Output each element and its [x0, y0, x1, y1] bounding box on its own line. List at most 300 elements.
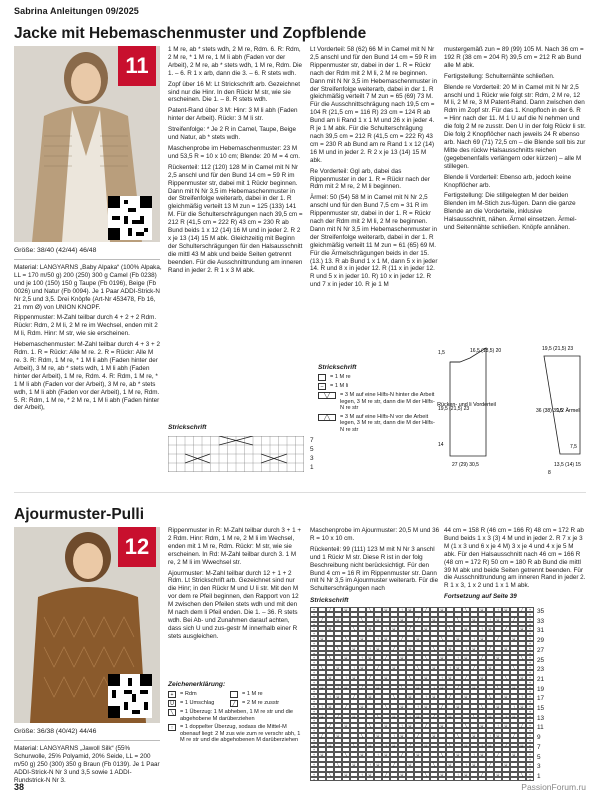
lace-chart-cell: +: [526, 651, 534, 656]
chart-row-number: 11: [537, 724, 544, 732]
lace-chart-cell: [494, 777, 502, 782]
legend-item: U = 1 Umschlag: [168, 700, 230, 707]
lace-chart-cell: +: [526, 655, 534, 660]
lace-chart-cell: ╱: [502, 626, 510, 631]
lace-chart-cell: ↑: [398, 723, 406, 728]
item1-sleeve-end: mustergemäß zun = 89 (99) 105 M. Nach 36 cm = 192 R (38 cm = 204 R) 39,5 cm = 212 R ab Bund alle M abk.: [444, 46, 584, 69]
lace-chart-cell: +: [526, 762, 534, 767]
lace-chart-cell: ╱: [446, 694, 454, 699]
lace-chart-cell: [470, 777, 478, 782]
lace-chart-cell: ╱: [390, 646, 398, 651]
lace-chart-cell: ╱: [318, 733, 326, 738]
lace-chart-cell: U: [494, 733, 502, 738]
lace-chart-cell: [486, 777, 494, 782]
lace-chart-cell: ↑: [438, 675, 446, 680]
lace-chart-cell: U: [358, 752, 366, 757]
lace-chart-cell: U: [470, 617, 478, 622]
lace-chart-cell: ╱: [414, 733, 422, 738]
lace-chart-cell: ╱: [406, 626, 414, 631]
lace-chart-cell: U: [422, 704, 430, 709]
lace-chart-cell: ↑: [366, 762, 374, 767]
lace-chart-cell: ╲: [374, 714, 382, 719]
chart-row-number: 5: [310, 446, 314, 453]
lace-chart-cell: U: [382, 752, 390, 757]
item1-title: Jacke mit Hebemaschenmuster und Zopfblende: [14, 25, 367, 42]
item1-schematic: [436, 336, 586, 486]
lace-chart-cell: U: [334, 617, 342, 622]
item1-column-1: [14, 264, 162, 415]
lace-chart-cell: ╲: [422, 772, 430, 777]
lace-chart-cell: [366, 777, 374, 782]
chart-row-number: 21: [537, 675, 545, 683]
lace-chart-cell: [422, 777, 430, 782]
lace-chart-cell: +: [310, 747, 318, 752]
lace-chart-cell: +: [310, 622, 318, 627]
lace-chart-cell: +: [310, 685, 318, 690]
lace-chart-cell: U: [478, 723, 486, 728]
lace-chart-cell: U: [430, 694, 438, 699]
item2-column-4: [444, 527, 586, 604]
lace-chart-cell: U: [318, 685, 326, 690]
lace-chart-cell: +: [310, 631, 318, 636]
lace-chart-cell: +: [310, 670, 318, 675]
lace-chart-cell: +: [310, 704, 318, 709]
lace-chart-cell: +: [310, 772, 318, 777]
lace-chart-cell: ╲: [462, 723, 470, 728]
lace-chart-cell: [502, 777, 510, 782]
lace-chart-cell: U: [510, 714, 518, 719]
lace-chart-cell: U: [494, 655, 502, 660]
lace-chart-cell: U: [422, 626, 430, 631]
lace-chart-cell: ↑: [350, 665, 358, 670]
lace-chart-cell: ╲: [350, 626, 358, 631]
lace-chart-cell: ↑: [502, 714, 510, 719]
lace-chart-cell: [518, 777, 526, 782]
schematic-label: 8: [548, 470, 551, 476]
lace-chart-cell: U: [334, 733, 342, 738]
item2-lace-chart: [310, 607, 551, 782]
lace-chart-cell: U: [486, 743, 494, 748]
lace-chart-cell: ↑: [382, 626, 390, 631]
item1-re-vorderteil: Re Vorderteil: Ggl arb, dabei das Rippenmuster in der 1. R = Rückr nach der Rdm mit 2 M re, 2 M li beginnen.: [310, 167, 430, 191]
lace-chart-cell: U: [462, 655, 470, 660]
item2-size: Größe: 36/38 (40/42) 44/46: [14, 728, 97, 735]
chart-row-number: 5: [537, 753, 541, 761]
lace-chart-cell: +: [310, 718, 318, 723]
lace-chart-cell: U: [318, 752, 326, 757]
lace-chart-cell: ╱: [358, 685, 366, 690]
lace-chart-cell: [342, 777, 350, 782]
lace-chart-cell: ↑: [462, 762, 470, 767]
lace-chart-cell: [382, 777, 390, 782]
lace-chart-cell: U: [318, 636, 326, 641]
item1-divider: [14, 259, 160, 260]
lace-chart-cell: +: [526, 709, 534, 714]
lace-chart-cell: ╲: [518, 772, 526, 777]
chart-row-number: 19: [537, 685, 545, 693]
chart-row-number: 3: [310, 455, 314, 462]
lace-chart-cell: +: [526, 617, 534, 622]
lace-chart-cell: +: [526, 622, 534, 627]
lace-chart-cell: U: [454, 636, 462, 641]
lace-chart-cell: U: [486, 626, 494, 631]
lace-chart-cell: U: [414, 685, 422, 690]
lace-chart-cell: ╲: [494, 685, 502, 690]
lace-chart-cell: ╱: [422, 607, 430, 612]
item1-rueckenteil: Rückenteil: 112 (120) 128 M in Camel mit N Nr 2,5 anschl und für den Bund 14 cm = 59 R im Rippenmuster str, dabei mit 1 Rückr beginnen. Dann mit N Nr 3,5 im Hebemaschenmuster in der Streifenfolge weiterarb, dabei in der 1. R gleichmäßig verteilt 13 M zun = 125 (133) 141 M. Für die Schulterschrägungen nach 39,5 cm = 212 R (41,5 cm = 222 R) 43 cm = 230 R ab Bund beids 1 x 12 (14) 16 M und in jeder 2. R 2 x je 13 (14) 15 M abk. Gleichzeitig mit Beginn der Schulterschrägungen für den Halsausschnitt die mittl 43 M abk und beide Seiten getrennt beenden. Für die Ausschnittrundung am inneren Rand in jeder 2. R 1 x 3 M abk.: [168, 163, 303, 274]
lace-chart-cell: ╱: [382, 772, 390, 777]
lace-chart-cell: +: [526, 767, 534, 772]
lace-chart-cell: ↑: [430, 685, 438, 690]
lace-chart-cell: ╱: [382, 655, 390, 660]
item2-rueckenteil: Rückenteil: 99 (111) 123 M mit N Nr 3 anschl und 1 Rückr M str. Diese R ist in der folg Beschreibung nicht berücksichtigt. Für den Bund 4 cm = 16 R im Rippenmuster str. Dann mit N Nr 3,5 im Ajourmuster weiterarb. Für die Schulterschrägungen nach: [310, 545, 439, 593]
lace-chart-cell: U: [478, 752, 486, 757]
item1-legend: [318, 364, 436, 436]
lace-chart-cell: U: [510, 752, 518, 757]
schematic-label: 19,5 (21,5) 23: [542, 346, 574, 352]
item1-material: Material: LANGYARNS „Baby Alpaka“ (100% Alpaka, LL = 170 m/50 g) 200 (250) 300 g Camel (Fb 0238) und je 100 (150) 150 g Taupe (Fb 0196), Beige (Fb 0026) und Natur (Fb 0094). Je 1 Paar ADDI-Strick-N Nr 2,5 und 3,5. Drei Knöpfe (Art-Nr 453478, Fb 16, 21 mm Ø) von UNION KNOPF.: [14, 264, 162, 311]
item1-li-vorderteil: Lt Vorderteil: 58 (62) 66 M in Camel mit N Nr 2,5 anschl und für den Bund 14 cm = 59 R im Rippenmuster str, dabei in der 1. R = Rückr nach der Rdm mit 2 M li, 2 M re beginnen. Dann mit N Nr 3,5 im Hebemaschenmuster in der Streifenfolge weiterarb, dabei in der 1. R gleichmäßig verteilt 7 M zun = 65 (69) 73 M. Für die Ausschnittschrägung nach 19,5 cm = 104 R (21,5 cm = 116 R) 23 cm = 124 R ab Bund am li Rand 1 x 1 M und 26 x in jeder 4. R je 1 M abk. Für die Schulterschrägung nach 39,5 cm = 212 R (41,5 cm = 222 R) 43 cm = 230 R ab Bund am re Rand 1 x 12 (14) 16 M und in jeder 2. R 2 x je 13 (14) 15 M abk.: [310, 46, 438, 164]
lace-chart-cell: ╱: [502, 743, 510, 748]
lace-chart-cell: ↑: [334, 685, 342, 690]
lace-chart-cell: +: [310, 762, 318, 767]
lace-chart-cell: [334, 777, 342, 782]
lace-chart-cell: U: [518, 743, 526, 748]
lace-chart-row: [310, 777, 534, 782]
lace-chart-cell: +: [526, 660, 534, 665]
lace-chart-cell: ╱: [470, 665, 478, 670]
item2-maschenprobe: Maschenprobe im Ajourmuster: 20,5 M und 36 R = 10 x 10 cm.: [310, 527, 440, 542]
item2-material: Material: LANGYARNS „Jawoll Silk“ (55% Schurwolle, 25% Polyamid, 20% Seide, LL = 200 m/50 g) 250 (300) 350 g Braun (Fb 0139). Je 1 Paar ADDI-Strick-N Nr 3 und 3,5 sowie 1 ADDI-Rundstrick-N Nr 3.: [14, 745, 160, 784]
lace-chart-cell: +: [526, 607, 534, 612]
item1-blende-re: Blende re Vorderteil: 20 M in Camel mit N Nr 2,5 anschl und 1 Rückr wie folgt str: Rdm, 2 M re, 12 M li, 2 M re, 3 M Patent-Rand. Dann zwischen den Rdm im Zopf str. Für das 1. Knopfloch in der 6. R = Hinr nach der 11. M 1 U auf die N nehmen und die folg 2 M re zusstr. Den U in der folg Rückr li str. Die folg 2 Knopflöcher nach jeweils 24 R ebenso arb. Nach 69 (71) 72,5 cm – die Blende soll bis zur Mitte des rückw Halsausschnitts reichen (gegebenenfalls verlängern oder kürzen) – alle M stillegen.: [444, 83, 586, 170]
legend-item: = 1 M re: [230, 691, 263, 698]
lace-chart-cell: U: [398, 704, 406, 709]
item1-cable-chart-grid: [168, 436, 304, 472]
item1-qr-code[interactable]: [108, 196, 152, 240]
lace-chart-cell: U: [358, 665, 366, 670]
lace-chart-cell: +: [526, 728, 534, 733]
chart-row-number: 29: [537, 637, 545, 645]
lace-chart-cell: +: [310, 728, 318, 733]
lace-chart-cell: [390, 777, 398, 782]
lace-chart-cell: ╱: [438, 704, 446, 709]
lace-chart-cell: U: [502, 723, 510, 728]
lace-chart-cell: ╱: [478, 772, 486, 777]
lace-chart-cell: +: [310, 617, 318, 622]
lace-chart-cell: ╲: [398, 685, 406, 690]
lace-chart-cell: U: [438, 655, 446, 660]
item1-hebemaschenmuster: Hebemaschenmuster: M-Zahl teilbar durch 4 + 3 + 2 Rdm. 1. R = Rückr: Alle M re. 2. R = Rückr: Alle M re. 3. R: Rdm, 1 M re, * 1 M li abh (Faden hinter der Arbeit), 3 M re, ab * stets wdh, 1 M li abh (Faden hinter der Arbeit), 1 M re, Rdm. 4. R: Rdm, 1 M re, * 1 M li abh (Faden vor der Arbeit), 3 M re, ab * stets wdh, 1 M li abh (Faden vor der Arbeit), 1 M re, Rdm. 5. R: Rdm, 1 M re, * 2 M re, 1 M li abh (Faden hinter der Arbeit),: [14, 341, 160, 412]
item2-legend: [168, 681, 302, 746]
lace-chart-cell: U: [422, 743, 430, 748]
lace-chart-cell: ╲: [486, 694, 494, 699]
lace-chart-cell: ╱: [486, 762, 494, 767]
lace-chart-cell: ↑: [358, 772, 366, 777]
lace-chart-cell: U: [454, 704, 462, 709]
lace-chart-cell: +: [310, 607, 318, 612]
lace-chart-cell: ↑: [366, 646, 374, 651]
item2-lace-chart-grid: [310, 607, 534, 782]
lace-chart-cell: U: [494, 772, 502, 777]
chart-row-number: 3: [537, 763, 541, 771]
chart-row-number: 23: [537, 666, 545, 674]
lace-chart-cell: [414, 777, 422, 782]
item1-column-2: [168, 46, 304, 277]
lace-chart-cell: +: [310, 680, 318, 685]
lace-chart-cell: U: [326, 626, 334, 631]
lace-chart-cell: +: [310, 699, 318, 704]
lace-chart-cell: +: [310, 752, 318, 757]
lace-chart-cell: ↑: [470, 752, 478, 757]
lace-chart-cell: U: [438, 685, 446, 690]
chart-row-number: 15: [537, 705, 545, 713]
lace-chart-cell: U: [446, 675, 454, 680]
lace-chart-cell: U: [486, 714, 494, 719]
lace-chart-cell: ╲: [358, 733, 366, 738]
lace-chart-cell: ╲: [446, 743, 454, 748]
chart-row-number: 35: [537, 608, 545, 615]
lace-chart-cell: ╲: [430, 646, 438, 651]
legend-item: ╲ = 1 Überzug: 1 M abheben, 1 M re str und die abgehobene M darüberziehen: [168, 709, 302, 722]
lace-chart-cell: ↑: [318, 704, 326, 709]
lace-chart-cell: U: [350, 762, 358, 767]
lace-chart-cell: +: [526, 699, 534, 704]
lace-chart-cell: +: [526, 675, 534, 680]
lace-chart-cell: +: [526, 612, 534, 617]
lace-chart-cell: ╲: [358, 617, 366, 622]
lace-chart-cell: U: [406, 723, 414, 728]
lace-chart-cell: U: [502, 762, 510, 767]
chart-row-number: 31: [537, 627, 545, 635]
lace-chart-cell: ╱: [334, 714, 342, 719]
lace-chart-cell: U: [502, 607, 510, 612]
chart-row-number: 9: [537, 734, 541, 742]
lace-chart-cell: +: [310, 655, 318, 660]
lace-chart-cell: ╱: [318, 617, 326, 622]
item1-cable-chart: [168, 436, 324, 472]
lace-chart-cell: ╲: [414, 665, 422, 670]
lace-chart-cell: +: [526, 689, 534, 694]
lace-chart-cell: [326, 777, 334, 782]
lace-chart-cell: U: [462, 772, 470, 777]
lace-chart-cell: U: [358, 636, 366, 641]
footer-watermark: PassionForum.ru: [521, 782, 586, 792]
lace-chart-cell: U: [470, 733, 478, 738]
item1-fertig-1: Fertigstellung: Schulternähte schließen.: [444, 72, 555, 80]
lace-chart-cell: +: [526, 685, 534, 690]
item1-pattern-continued: 1 M re, ab * stets wdh, 2 M re, Rdm. 6. R: Rdm, 2 M re, * 1 M re, 1 M li abh (Faden vor der Arbeit), 2 M re, ab * stets wdh, 1 M re, Rdm. Die 1. – 6. R 1 x arb, dann die 3. – 6. R stets wdh.: [168, 46, 303, 77]
lace-chart-cell: U: [454, 752, 462, 757]
lace-chart-cell: +: [310, 651, 318, 656]
lace-chart-cell: U: [494, 704, 502, 709]
lace-chart-cell: ╲: [438, 636, 446, 641]
section-divider: [14, 492, 586, 493]
chart-row-number: 17: [537, 695, 545, 703]
lace-chart-cell: ╲: [438, 752, 446, 757]
lace-chart-cell: U: [358, 704, 366, 709]
item1-chart-title: Strickschrift: [168, 424, 207, 431]
lace-chart-cell: U: [382, 723, 390, 728]
lace-chart-cell: U: [390, 665, 398, 670]
lace-chart-cell: U: [374, 685, 382, 690]
lace-chart-cell: ↑: [486, 617, 494, 622]
item1-blende-li: Blende li Vorderteil: Ebenso arb, jedoch keine Knopflöcher arb.: [444, 173, 572, 189]
lace-chart-cell: U: [414, 714, 422, 719]
lace-chart-cell: +: [310, 767, 318, 772]
lace-chart-cell: U: [406, 646, 414, 651]
lace-chart-cell: ╱: [518, 607, 526, 612]
lace-chart-cell: U: [366, 626, 374, 631]
item2-ajourmuster: Ajourmuster: M-Zahl teilbar durch 12 + 1 + 2 Rdm. Lt Strickschrift arb. Gezeichnet sind nur die Hinr; in den Rückr M und U li str. Mit den M vor dem re Pfeil beginnen, den Rapport von 12 M zwischen den Pfeilen stets wdh und mit den M nach dem li Pfeil enden. Die 1. – 36. R stets wdh. Bei Ab- und Zunahmen darauf achten, dass sich U und zus-gestr M innerhalb einer R stets ausgleichen.: [168, 569, 299, 640]
schematic-label: 36 (38) 39,5: [536, 408, 563, 414]
lace-chart-cell: +: [526, 757, 534, 762]
lace-chart-cell: U: [430, 733, 438, 738]
lace-chart-cell: ╱: [518, 723, 526, 728]
lace-chart-cell: +: [310, 675, 318, 680]
lace-chart-cell: U: [342, 723, 350, 728]
edge-stitch-symbol: +: [168, 691, 176, 698]
lace-chart-cell: U: [462, 626, 470, 631]
item1-zopf: Zopf über 16 M: Lt Strickschrift arb. Gezeichnet sind nur die Hinr. In den Rückr M str, wie sie erscheinen. Die 1. – 8. R stets wdh.: [168, 80, 300, 104]
lace-chart-cell: ↑: [494, 723, 502, 728]
item2-chart-row-numbers: [534, 607, 551, 782]
lace-chart-cell: U: [350, 714, 358, 719]
magazine-header: Sabrina Anleitungen 09/2025: [14, 6, 139, 16]
lace-chart-cell: U: [326, 743, 334, 748]
item1-aermel: Ärmel: 50 (54) 58 M in Camel mit N Nr 2,5 anschl und für den Bund 7,5 cm = 31 R im Rippenmuster str, dabei in der 1. R = Rückr nach der Rdm mit 2 M li, 2 M re beginnen. Dann mit N Nr 3,5 im Hebemaschenmuster in der Streifenfolge weiterarb, dabei in der 1. R gleichmäßig verteilt 11 M zun = 61 (65) 69 M. Für die Ärmelschrägungen beids in der 15. (13.) 13. R ab Bund 1 x 1 M, dann 5 x in jeder 14. R und 8 x in jeder 12. R (11 x in jeder 12. R und 5 x in jeder 10. R) 10 x in jeder 12. R und 7 x in jeder 10. R je 1 M: [310, 194, 438, 289]
lace-chart-cell: U: [374, 762, 382, 767]
item1-rippenmuster: Rippenmuster: M-Zahl teilbar durch 4 + 2 + 2 Rdm. Rückr: Rdm, 2 M li, 2 M re im Wechsel, enden mit 2 M li, Rdm. Hinr: M str, wie sie erscheinen.: [14, 314, 158, 338]
chart-row-number: 7: [537, 743, 541, 751]
lace-chart-cell: U: [334, 694, 342, 699]
lace-chart-cell: ↑: [406, 714, 414, 719]
lace-chart-cell: ╲: [406, 675, 414, 680]
lace-chart-cell: U: [518, 675, 526, 680]
lace-chart-cell: +: [526, 631, 534, 636]
lace-chart-cell: +: [526, 733, 534, 738]
lace-chart-cell: ╱: [462, 675, 470, 680]
lace-chart-cell: ╲: [454, 617, 462, 622]
lace-chart-cell: ╱: [422, 723, 430, 728]
lace-chart-cell: U: [382, 675, 390, 680]
lace-chart-cell: U: [342, 655, 350, 660]
lace-chart-cell: ╱: [494, 636, 502, 641]
lace-chart-cell: ╲: [422, 655, 430, 660]
chart-row-number: 13: [537, 714, 545, 722]
lace-chart-cell: U: [438, 772, 446, 777]
lace-chart-cell: [462, 777, 470, 782]
lace-chart-cell: U: [366, 694, 374, 699]
legend-item: = 1 M re: [318, 374, 436, 381]
schematic-vorderteil-label: Rücken- und li Vorderteil: [437, 402, 496, 408]
lace-chart-cell: +: [310, 626, 318, 631]
item2-continued-note: Fortsetzung auf Seite 39: [444, 593, 517, 601]
lace-chart-cell: ↑: [478, 743, 486, 748]
legend-item: – = 1 M li: [318, 383, 436, 390]
lace-chart-cell: U: [366, 743, 374, 748]
lace-chart-cell: ╲: [454, 733, 462, 738]
purl-symbol: –: [318, 383, 326, 390]
lace-chart-cell: ╲: [518, 655, 526, 660]
yarn-over-symbol: U: [168, 700, 176, 707]
lace-chart-cell: [406, 777, 414, 782]
lace-chart-cell: ↑: [374, 752, 382, 757]
lace-chart-cell: [446, 777, 454, 782]
lace-chart-cell: +: [310, 757, 318, 762]
schematic-label: 16,5 (18,5) 20: [470, 348, 502, 354]
legend-item: ↑ = 1 doppelter Überzug, sodass die Mittel-M obenauf liegt: 2 M zus wie zum re verschr abh, 1 M re str und die abgehobenen M darüberziehen: [168, 724, 302, 744]
item2-legend-title: Zeichenerklärung:: [168, 681, 226, 688]
legend-item: ╱╲ = 3 M auf eine Hilfs-N vor die Arbeit legen, 3 M re str, dann die M der Hilfs-N re str: [318, 414, 436, 434]
lace-chart-cell: U: [494, 617, 502, 622]
lace-chart-cell: ╱: [350, 694, 358, 699]
lace-chart-cell: ╲: [342, 752, 350, 757]
lace-chart-cell: ↑: [390, 733, 398, 738]
lace-chart-cell: ╱: [390, 762, 398, 767]
lace-chart-cell: +: [526, 752, 534, 757]
lace-chart-cell: ╲: [462, 607, 470, 612]
lace-chart-cell: ╲: [350, 743, 358, 748]
lace-chart-cell: U: [470, 646, 478, 651]
lace-chart-cell: +: [310, 646, 318, 651]
lace-chart-cell: ╲: [446, 626, 454, 631]
item1-column-3: [310, 46, 438, 292]
lace-chart-cell: ╲: [318, 665, 326, 670]
item2-qr-code[interactable]: [108, 674, 152, 718]
chart-row-number: 25: [537, 656, 545, 664]
item2-column-3: [310, 527, 440, 596]
lace-chart-cell: ↑: [470, 636, 478, 641]
lace-chart-cell: +: [310, 689, 318, 694]
item1-fertigstellung: Fertigstellung: Die stillgelegten M der beiden Blenden im M-Stich zus-fügen. Dann die ganze Blende an die Vorderteile, inklusive Halsausschnitt, nähen. Ärmel einsetzen. Ärmel- und Seitennähte schließen. Knöpfe annähen.: [444, 192, 577, 232]
lace-chart-cell: ╲: [326, 772, 334, 777]
lace-chart-cell: +: [526, 641, 534, 646]
lace-chart-cell: U: [326, 675, 334, 680]
item2-column-2: [168, 527, 302, 644]
lace-chart-cell: U: [446, 762, 454, 767]
lace-chart-cell: U: [518, 704, 526, 709]
lace-chart-cell: U: [438, 607, 446, 612]
lace-chart-cell: ╲: [470, 714, 478, 719]
lace-chart-cell: [430, 777, 438, 782]
lace-chart-cell: ╱: [478, 655, 486, 660]
lace-chart-cell: +: [526, 694, 534, 699]
lace-chart-cell: [454, 777, 462, 782]
lace-chart-cell: U: [334, 665, 342, 670]
lace-chart-cell: ╲: [326, 655, 334, 660]
lace-chart-cell: U: [446, 714, 454, 719]
lace-chart-cell: U: [382, 636, 390, 641]
chart-row-number: 1: [537, 772, 541, 780]
lace-chart-cell: U: [478, 607, 486, 612]
lace-chart-cell: U: [390, 743, 398, 748]
lace-chart-cell: ╲: [478, 704, 486, 709]
lace-chart-cell: ↑: [382, 743, 390, 748]
item1-streifenfolge: Streifenfolge: * Je 2 R in Camel, Taupe, Beige und Natur, ab * stets wdh.: [168, 126, 296, 142]
item2-rueckenteil-cont: 44 cm = 158 R (46 cm = 166 R) 48 cm = 172 R ab Bund beids 1 x 3 (3) 4 M und in jeder 2. R 7 x je 3 M (1 x 3 und 6 x je 4 M) 3 x je 4 und 4 x je 5 M abk. Für den Halsausschnitt nach 46 cm = 166 R (48 cm = 172 R) 50 cm = 180 R ab Bund die mittl 39 M abk und beide Seiten getrennt beenden. Für die Ausschnittrundung am inneren Rand in jeder 2. R 1 x 3, 1 x 2 und 1 x 1 M abk.: [444, 527, 586, 590]
lace-chart-cell: ↑: [478, 626, 486, 631]
schematic-label: 13,5 (14) 15: [554, 462, 581, 468]
lace-chart-cell: U: [478, 636, 486, 641]
lace-chart-cell: ↑: [494, 607, 502, 612]
lace-chart-cell: U: [318, 714, 326, 719]
lace-chart-cell: ↑: [454, 772, 462, 777]
lace-chart-cell: U: [438, 723, 446, 728]
knit-symbol: [230, 691, 238, 698]
lace-chart-cell: +: [526, 723, 534, 728]
lace-chart-cell: U: [454, 665, 462, 670]
